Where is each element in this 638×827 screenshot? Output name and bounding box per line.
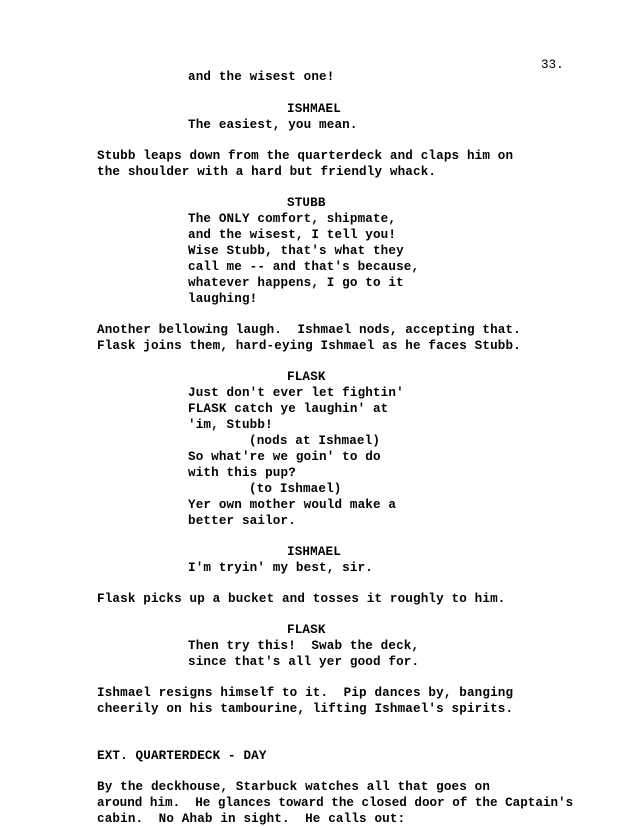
dialogue-line: and the wisest, I tell you! — [188, 228, 397, 242]
dialogue-line: better sailor. — [188, 514, 296, 528]
dialogue-line: Just don't ever let fightin' — [188, 386, 404, 400]
page-number: 33. — [541, 58, 564, 72]
action-line: around him. He glances toward the closed door of the Captain's — [97, 796, 574, 810]
dialogue-line: The easiest, you mean. — [188, 118, 358, 132]
action-line: By the deckhouse, Starbuck watches all that goes on — [97, 780, 491, 794]
dialogue-line: Yer own mother would make a — [188, 498, 397, 512]
dialogue-line: FLASK catch ye laughin' at — [188, 402, 389, 416]
parenthetical: (to Ishmael) — [249, 482, 342, 496]
dialogue-line: with this pup? — [188, 466, 296, 480]
action-line: cabin. No Ahab in sight. He calls out: — [97, 812, 406, 826]
dialogue-line: So what're we goin' to do — [188, 450, 381, 464]
dialogue-line: call me -- and that's because, — [188, 260, 420, 274]
character-name: STUBB — [287, 196, 326, 210]
character-name: ISHMAEL — [287, 545, 341, 559]
dialogue-line: Wise Stubb, that's what they — [188, 244, 404, 258]
dialogue-line: Then try this! Swab the deck, — [188, 639, 420, 653]
action-line: the shoulder with a hard but friendly whack. — [97, 165, 437, 179]
action-line: Another bellowing laugh. Ishmael nods, accepting that. — [97, 323, 521, 337]
action-line: Flask joins them, hard-eying Ishmael as he faces Stubb. — [97, 339, 521, 353]
dialogue-line: The ONLY comfort, shipmate, — [188, 212, 397, 226]
action-line: Ishmael resigns himself to it. Pip dances by, banging — [97, 686, 514, 700]
character-name: ISHMAEL — [287, 102, 341, 116]
dialogue-line: laughing! — [188, 292, 258, 306]
dialogue-line: and the wisest one! — [188, 70, 335, 84]
action-line: Stubb leaps down from the quarterdeck and claps him on — [97, 149, 514, 163]
dialogue-line: since that's all yer good for. — [188, 655, 420, 669]
dialogue-line: I'm tryin' my best, sir. — [188, 561, 373, 575]
character-name: FLASK — [287, 370, 326, 384]
action-line: Flask picks up a bucket and tosses it roughly to him. — [97, 592, 506, 606]
dialogue-line: whatever happens, I go to it — [188, 276, 404, 290]
character-name: FLASK — [287, 623, 326, 637]
scene-heading: EXT. QUARTERDECK - DAY — [97, 749, 267, 763]
action-line: cheerily on his tambourine, lifting Ishmael's spirits. — [97, 702, 514, 716]
parenthetical: (nods at Ishmael) — [249, 434, 381, 448]
dialogue-line: 'im, Stubb! — [188, 418, 273, 432]
